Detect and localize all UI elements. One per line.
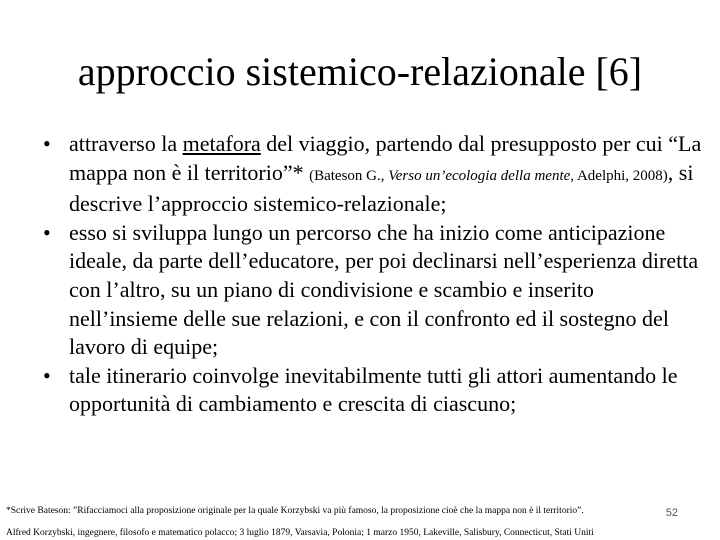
footnote-korzybski: Alfred Korzybski, ingegnere, filosofo e matematico polacco; 3 luglio 1879, Varsavia, Polonia; 1 marzo 1950, Lakeville, Salisbury, Connecticut, Stati Uniti [6, 528, 594, 538]
bullet-item-1 [40, 130, 708, 219]
bullet-1-underlined-word: metafora [182, 131, 261, 156]
bullet-item-2: • esso si sviluppa lungo un percorso che ha inizio come anticipazione ideale, da parte dell’educatore, per poi declinarsi nell’esperienza diretta con l’altro, su un piano di condivisione e scambio e inserito nell’insieme delle sue relazioni, e con il confronto ed il sostegno del lavoro di equipe; [40, 219, 708, 362]
slide-title: approccio sistemico-relazionale [6] [77, 49, 643, 94]
bullet-item-3: • tale itinerario coinvolge inevitabilmente tutti gli attori aumentando le opportunità di cambiamento e crescita di ciascuno; [40, 362, 708, 419]
footnote-bateson: *Scrive Bateson: ”Rifacciamoci alla proposizione originale per la quale Korzybski va più famoso, la proposizione cioè che la mappa non è il territorio”. [6, 506, 584, 516]
bullet-list [40, 130, 708, 419]
bullet-1-text-c: , si descrive l’approccio sistemico-relazionale; [69, 159, 694, 217]
bullet-1-text-b: del viaggio, partendo dal presupposto per cui “La mappa non è il territorio”* [69, 131, 702, 185]
citation-title: Verso un’ecologia della mente [388, 167, 571, 184]
bullet-1-text-a: attraverso la [69, 131, 183, 156]
citation-publisher: , Adelphi, 2008) [570, 167, 668, 184]
page-number: 52 [665, 507, 678, 519]
citation-author: (Bateson G., [309, 167, 389, 184]
